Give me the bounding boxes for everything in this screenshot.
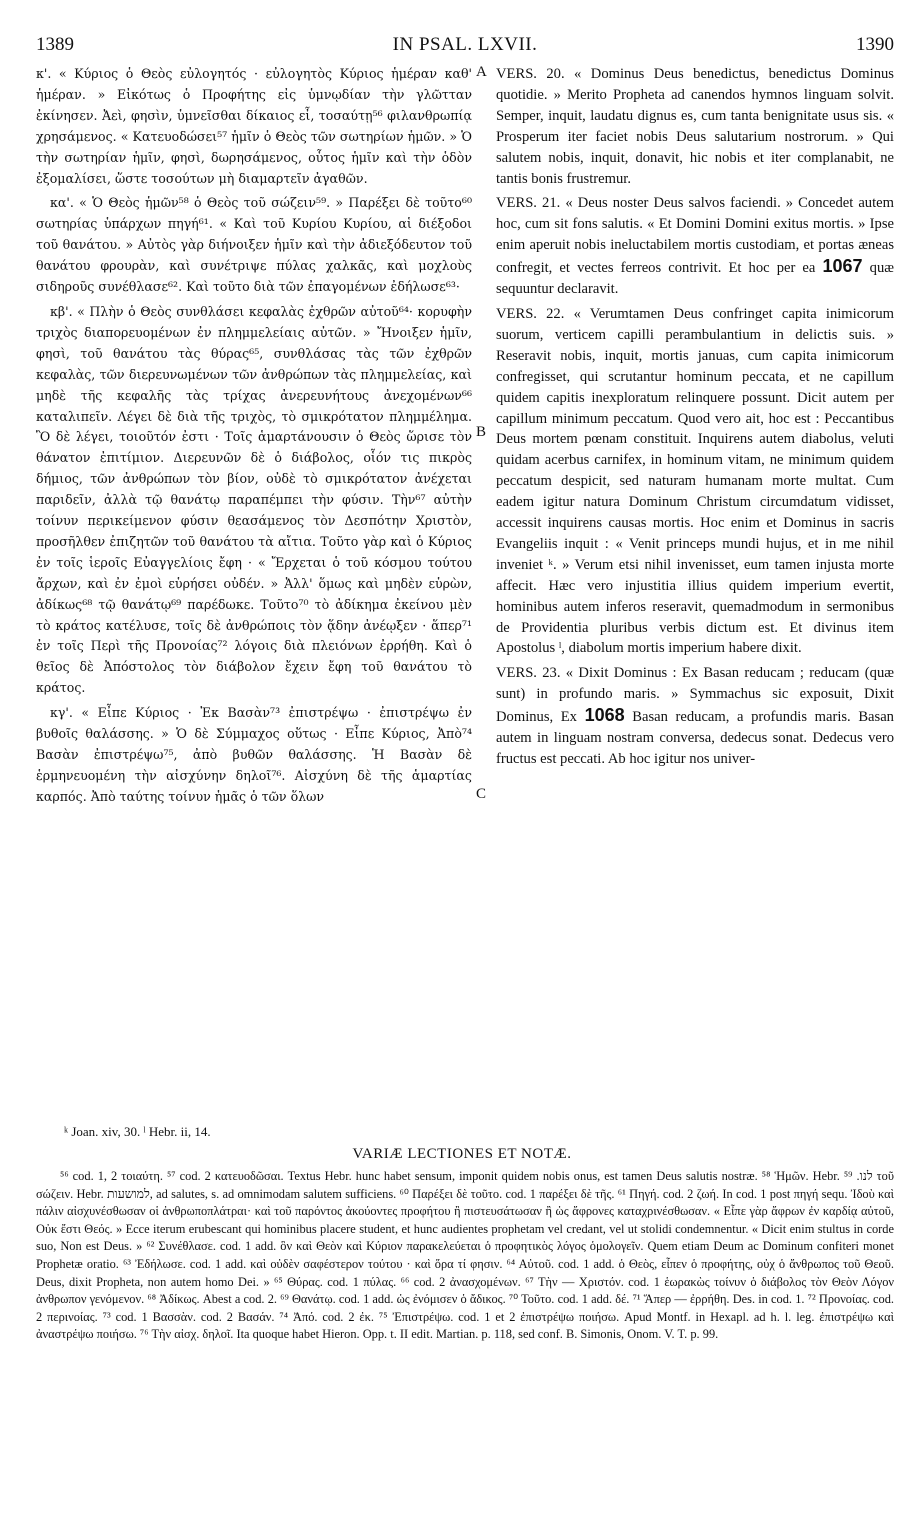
margin-letter-b: B [476, 424, 487, 440]
column-number-1068: 1068 [584, 705, 625, 726]
latin-text: VERS. 21. « Deus noster Deus salvos faciendi. » Concedet autem hoc, cum sit fons salutis. « Et Domini Domini exitus mortis. » Ipse enim aperuit nobis ineluctabilem mortis custodiam, et portas æneas confregit, et vectes ferreos contrivit. Et hoc per ea [496, 195, 894, 277]
scripture-references: ᵏ Joan. xiv, 30. ˡ Hebr. ii, 14. [64, 1124, 211, 1139]
latin-paragraph [496, 193, 894, 300]
latin-text: quæ sequuntur declaravit. [496, 260, 894, 298]
margin-letter-a: A [476, 64, 487, 80]
latin-column [496, 64, 894, 774]
latin-paragraph: VERS. 22. « Verumtamen Deus confringet capita inimicorum suorum, verticem capilli perambulantium in delictis suis. » Reseravit nobis, inquit, mortis januas, cum capita inimicorum confregisset, qui scrutantur hominum peccata, et ne capillum quidem capitis inexploratum relinquere possunt. Dicit autem per capillum minimum peccatum. Quod vero ait, hoc est : Peccantibus Deus mortem pœnam constituit. Inquirens autem diabolus, veluti quidam acerbus carnifex, in hominum vitam, ne minimum quidem peccatum despicit, sed naturam humanam morte multat. Cum eadem igitur natura Dominum Christum circumdatum vidisset, accessit inquirens causas mortis. Hoc enim et Dominus in sacris Evangeliis inquit : « Venit princeps mundi hujus, et in me nihil inveniet ᵏ. » Verum etsi nihil invenisset, eum tamen injusta morte affecit. Hæc vero injustitia illius quidem imperium evertit, hominibus autem inferos reseravit, quemadmodum in sermonibus de Providentia pluribus verbis dictum est. Et divinus item Apostolus ˡ, diabolum mortis imperium habere dixit. [496, 305, 894, 657]
page-number-right: 1390 [856, 34, 894, 55]
variant-readings-notes [36, 1168, 894, 1344]
column-number-1067: 1067 [822, 256, 863, 277]
greek-column [36, 64, 472, 812]
latin-text: VERS. 23. « Dixit Dominus : Ex Basan reducam ; reducam (quæ sunt) in profundo maris. » Symmachus sic exposuit, Dixit Dominus, Ex [496, 665, 894, 726]
greek-paragraph: κ'. « Κύριος ὁ Θεὸς εὐλογητός · εὐλογητὸς Κύριος ἡμέραν καθ' ἡμέραν. » Εἰκότως ὁ Προφήτης εἰς ὑμνῳδίαν τὴν γλῶτταν ἐκίνησεν. Ἀεὶ, φησὶν, ὑμνεῖσθαι δίκαιος εἶ, τοσαύτῃ⁵⁶ φιλανθρωπίᾳ χρησάμενος. « Κατευοδώσει⁵⁷ ἡμῖν ὁ Θεὸς τῶν σωτηρίων ἡμῶν. » Ὁ τὴν σωτηρίαν ἡμῖν, φησὶ, δωρησάμενος, οὗτος ἡμῖν καὶ τὴν ὁδὸν ἐξομαλίσει, ὥστε τοσούτων μὴ διαμαρτεῖν ἀγαθῶν. [36, 66, 472, 186]
greek-paragraph: κβ'. « Πλὴν ὁ Θεὸς συνθλάσει κεφαλὰς ἐχθρῶν αὐτοῦ⁶⁴· κορυφὴν τριχὸς διαπορευομένων ἐν πλημμελείαις αὐτῶν. » Ἤνοιξεν ἡμῖν, φησὶ, τοῦ θανάτου τὰς θύρας⁶⁵, συνθλάσας τὰς τῶν ἐχθρῶν κεφαλὰς, τῶν διερευνωμένων τῶν ἀνθρώπων τὰς πλημμελείας, καὶ μηδὲ τῆς κεφαλῆς τὰς τρίχας ἀνερευνήτους ἀνεχομένων⁶⁶ καταλιπεῖν. Λέγει δὲ διὰ τῆς τριχὸς, τὸ σμικρότατον πλημμέλημα. Ὃ δὲ λέγει, τοιοῦτόν ἐστι · Τοῖς ἁμαρτάνουσιν ὁ Θεὸς ὥρισε τὸν θάνατον ἐπιτίμιον. Διερευνῶν δὲ ὁ διάβολος, οἷόν τις πικρὸς δήμιος, τῶν ἀνθρώπων τὸν βίον, οὐδὲ τὸ σμικρότατον ἀνέχεται παριδεῖν, ἀλλὰ τῷ θανάτῳ παραπέμπει τὴν φύσιν. Τὴν⁶⁷ αὐτὴν τοίνυν περικείμενον φύσιν θεασάμενος τὸν Δεσπότην Χριστὸν, προσῆλθεν ἐπιζητῶν τοῦ θανάτου τὰ αἴτια. Τοῦτο γὰρ καὶ ὁ Κύριος ἐν τοῖς ἱεροῖς Εὐαγγελίοις ἔφη · « Ἔρχεται ὁ τοῦ κόσμου τούτου ἄρχων, καὶ ἐν ἐμοὶ εὑρήσει οὐδέν. » Ἀλλ' ὅμως καὶ μηδὲν εὑρὼν, ἀδίκως⁶⁸ τῷ θανάτῳ⁶⁹ παρέδωκε. Τοῦτο⁷⁰ τὸ ἀδίκημα ἐκείνου μὲν τὸ κράτος κατέλυσε, τοῖς δὲ ἀνθρώποις τὸν ᾅδην ἀνέῳξεν · ἅπερ⁷¹ ἐν τοῖς Περὶ τῆς Προνοίας⁷² λόγοις διὰ πλειόνων ἐρρήθη. Καὶ ὁ θεῖος δὲ Ἀπόστολος τὸν διάβολον ἔχειν ἔφη τοῦ θανάτου τὸ κράτος. [36, 303, 472, 696]
notes-text: ⁵⁶ cod. 1, 2 τοιαύτη. ⁵⁷ cod. 2 κατευοδῶσαι. Textus Hebr. hunc habet sensum, imponit quidem nobis onus, est tamen Deus salutis nostræ. ⁵⁸ Ἡμῶν. Hebr. לנו. ⁵⁹ τοῦ σώζειν. Hebr. למושעות, ad salutes, s. ad omnimodam salutem sufficiens. ⁶⁰ Παρέξει δὲ τοῦτο. cod. 1 παρέξει δὲ τῆς. ⁶¹ Πηγή. cod. 2 ζωή. In cod. 1 post πηγή sequ. Ἰδοὺ καὶ πάλιν αἰσχυνέσθωσαν οἱ ἀνθρωποπλάτραι· καὶ τοῦ παρόντος ἀκούοντες προφήτου ἢ πιστευσάτωσαν ἢ ὡς ἄφρονες καταχρινέσθωσαν. « Εἶπε γὰρ ἄφρων ἐν καρδίᾳ αὐτοῦ, Οὐκ ἔστι Θεός. » Ecce iterum erubescant qui hominibus placere student, et hunc audientes prophetam vel credant, vel ut stolidi condemnentur. « Dicit enim stultus in corde suo, Non est Deus. » ⁶² Συνέθλασε. cod. 1 add. ὃν καὶ Θεὸν καὶ Κύριον παρακελεύεται ὁ προφητικὸς λόγος ὁμολογεῖν. Quem etiam Deum ac Dominum confiteri monet Prophetæ oratio. ⁶³ Ἐδήλωσε. cod. 1 add. καὶ οὐδὲν σαφέστερον τούτου · καὶ ὅρα τί φησιν. ⁶⁴ Αὐτοῦ. cod. 1 add. ὁ Θεὸς, εἶπεν ὁ προφήτης, οὐχ ὁ ἄνθρωπος τοῦ Θεοῦ. Deus, dixit Propheta, non autem homo Dei. » ⁶⁵ Θύρας. cod. 1 πύλας. ⁶⁶ cod. 2 ἀνασχομένων. ⁶⁷ Τὴν — Χριστόν. cod. 1 ἑωρακὼς τοίνυν ὁ διάβολος τὸν Θεὸν Λόγον ἀνθρωπον γενόμενον. ⁶⁸ Ἀδίκως. Abest a cod. 2. ⁶⁹ Θανάτῳ. cod. 1 add. ὡς ἐνόμισεν ὁ ἄδικος. ⁷⁰ Τοῦτο. cod. 1 add. δέ. ⁷¹ Ἅπερ — ἐρρήθη. Des. in cod. 1. ⁷² Προνοίας. cod. 2 περινοίας. ⁷³ cod. 1 Βασσὰν. cod. 2 Βασάν. ⁷⁴ Ἀπό. cod. 2 ἐκ. ⁷⁵ Ἐπιστρέψω. cod. 1 et 2 ἐπιστρέψω ποιήσω. Apud Montf. in Hexapl. ad h. l. leg. ἐπιστρέψω καὶ ἀναστρέψω ποιήσω. ⁷⁶ Τὴν αἰσχ. δηλοῖ. Ita quoque habet Hieron. Opp. t. II edit. Martian. p. 118, sed conf. B. Simonis, Onom. V. T. p. 99. [36, 1169, 894, 1342]
latin-paragraph: VERS. 20. « Dominus Deus benedictus, benedictus Dominus quotidie. » Merito Propheta ad canendos hymnos linguam solvit. Semper, inquit, laudatu dignus es, cum tanta benignitate usus sis. « Prosperum iter faciet nobis Deus salutarium nostrorum. » Qui salutem nobis, inquit, donavit, hic nobis et iter complanabit, ne tantis bonis frustremur. [496, 66, 894, 187]
greek-paragraph: κα'. « Ὁ Θεὸς ἡμῶν⁵⁸ ὁ Θεὸς τοῦ σώζειν⁵⁹. » Παρέξει δὲ τοῦτο⁶⁰ σωτηρίας ὑπάρχων πηγή⁶¹. « Καὶ τοῦ Κυρίου Κυρίου, αἱ διέξοδοι τοῦ θανάτου. » Αὐτὸς γὰρ διήνοιξεν ἡμῖν καὶ τὴν ἀδιεξόδευτον τοῦ θανάτου φρουρὰν, καὶ συνέτριψε πύλας χαλκᾶς, καὶ μοχλοὺς σιδηροῦς συνέθλασε⁶². Καὶ τοῦτο διὰ τῶν ἐπαγομένων ἐδήλωσε⁶³· [36, 195, 472, 295]
running-title: IN PSAL. LXVII. [392, 34, 538, 55]
running-header [36, 34, 894, 58]
page-number-left: 1389 [36, 34, 74, 55]
greek-paragraph: κγ'. « Εἶπε Κύριος · Ἐκ Βασὰν⁷³ ἐπιστρέψω · ἐπιστρέψω ἐν βυθοῖς θαλάσσης. » Ὁ δὲ Σύμμαχος οὕτως · Εἶπε Κύριος, Ἀπὸ⁷⁴ Βασὰν ἐπιστρέψω⁷⁵, ἀπὸ βυθῶν θαλάσσης. Ἡ Βασὰν δὲ ἑρμηνευομένη τὴν αἰσχύνην δηλοῖ⁷⁶. Αἰσχύνη δὲ τῆς ἁμαρτίας καρπός. Ἀπὸ ταύτης τοίνυν ἡμᾶς ὁ τῶν ὅλων [36, 705, 472, 804]
latin-text: Basan reducam, a profundis maris. Basan autem in linguam nostram conversa, dedecus sonat. Dedecus vero fructus est peccati. Ab hoc igitur nos univer- [496, 709, 894, 767]
margin-letter-c: C [476, 786, 487, 802]
notes-heading: VARIÆ LECTIONES ET NOTÆ. [352, 1146, 572, 1162]
latin-paragraph [496, 663, 894, 770]
